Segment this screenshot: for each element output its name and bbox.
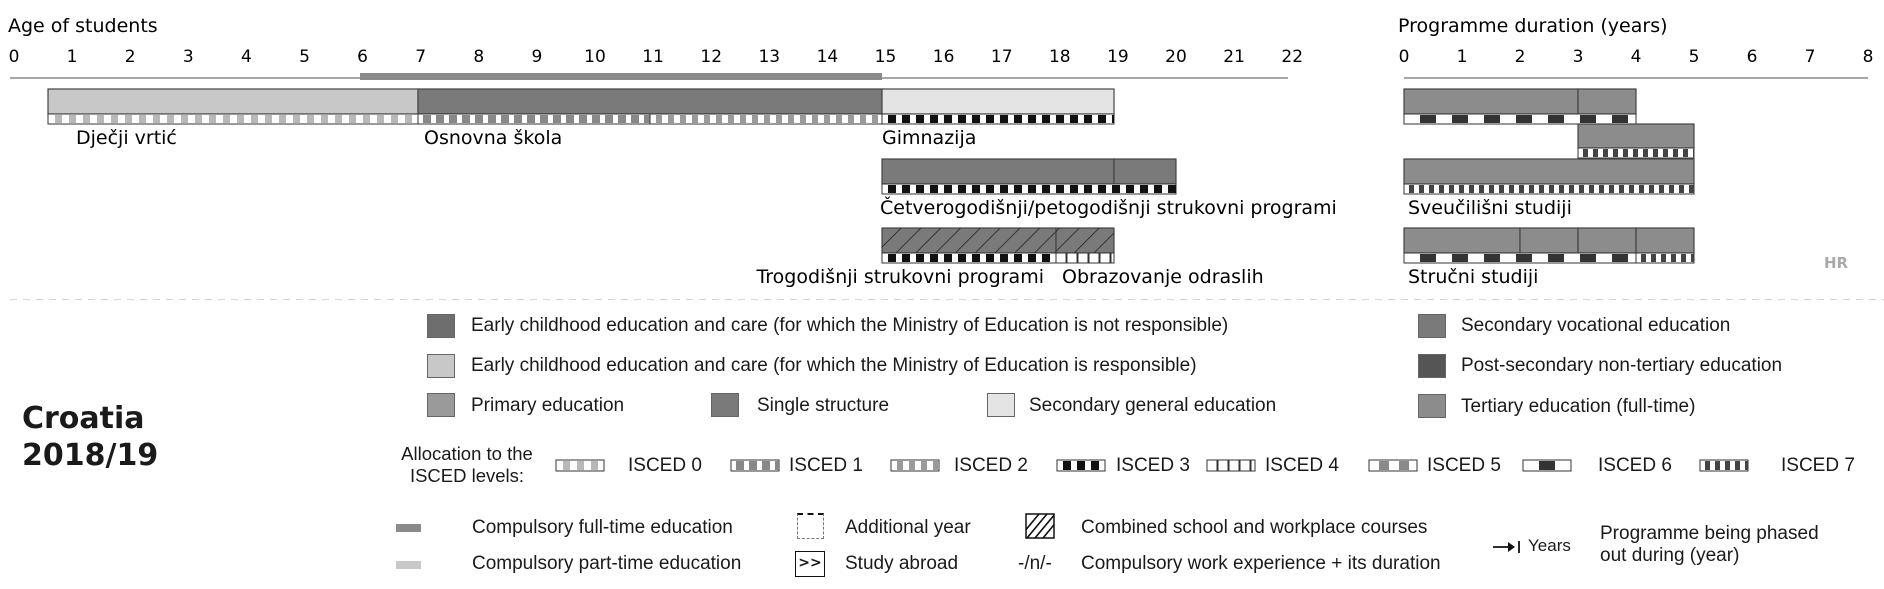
legend-work-experience: Compulsory work experience + its duration (1081, 553, 1441, 574)
age-tick-5: 5 (299, 47, 310, 67)
isced-strip-sveucilisni (1404, 184, 1694, 194)
legend-combined: Combined school and workplace courses (1081, 517, 1428, 538)
age-tick-14: 14 (816, 47, 839, 67)
isced-swatch-5 (1369, 460, 1417, 471)
age-tick-1: 1 (66, 47, 78, 67)
age-tick-8: 8 (473, 47, 485, 67)
age-tick-3: 3 (182, 47, 194, 67)
age-tick-11: 11 (642, 47, 664, 67)
age-tick-21: 21 (1223, 47, 1245, 67)
legend-compulsory-full: Compulsory full-time education (472, 517, 733, 538)
duration-axis-ticks (1399, 47, 1874, 67)
legend-study-abroad: Study abroad (845, 553, 959, 574)
duration-tick-3: 3 (1572, 47, 1584, 67)
isced-strip-obrazovanje (1056, 253, 1114, 263)
combined-hatch-icon (1025, 513, 1057, 541)
age-tick-13: 13 (758, 47, 781, 67)
compulsory-full-time-bar (360, 73, 882, 80)
age-tick-19: 19 (1107, 47, 1129, 67)
isced-swatch-2 (891, 460, 939, 471)
country-code-label: HR (1823, 254, 1849, 272)
isced-strip-strucni-6 (1404, 253, 1636, 263)
age-tick-7: 7 (415, 47, 427, 67)
age-tick-6: 6 (357, 47, 369, 67)
age-tick-15: 15 (874, 47, 897, 67)
legend-primary: Primary education (471, 395, 625, 416)
label-djecji-vrtic: Dječji vrtić (76, 127, 177, 149)
age-tick-0: 0 (8, 47, 20, 67)
legend-phased-out: Programme being phased out during (year) (1600, 523, 1819, 566)
legend-ecec-not-ministry: Early childhood education and care (for which the Ministry of Education is not responsible) (471, 315, 1229, 336)
age-axis-title: Age of students (8, 15, 158, 37)
isced-strip-djecji-vrtic (48, 114, 418, 124)
swatch-compulsory-part (396, 561, 421, 569)
duration-tick-6: 6 (1746, 47, 1758, 67)
isced-strip-cetverogodisnji (882, 184, 1176, 194)
bar-sveucilisni (1404, 159, 1694, 184)
age-axis-ticks (9, 47, 1303, 67)
bar-tertiary-row2 (1578, 124, 1694, 148)
combined-hatch-trogodisnji (882, 228, 1056, 253)
duration-tick-5: 5 (1688, 47, 1700, 67)
bar-strucni-d (1636, 228, 1694, 253)
isced-swatch-3 (1057, 460, 1105, 471)
isced-swatch-0 (556, 460, 604, 471)
legend-compulsory-part: Compulsory part-time education (472, 553, 742, 574)
country-year: 2018/19 (22, 438, 159, 473)
legend-single-structure: Single structure (757, 395, 890, 416)
swatch-secondary-general (987, 393, 1015, 417)
isced-swatch-1 (731, 460, 779, 471)
isced-legend-title: Allocation to the ISCED levels: (401, 443, 533, 486)
swatch-secondary-vocational (1418, 314, 1446, 338)
age-tick-9: 9 (531, 47, 543, 67)
legend-secondary-general: Secondary general education (1029, 395, 1277, 416)
isced-strip-tertiary-row1 (1404, 114, 1636, 124)
bar-djecji-vrtic (48, 89, 418, 114)
label-cetverogodisnji: Četverogodišnji/petogodišnji strukovni programi (880, 197, 1337, 219)
duration-tick-0: 0 (1398, 47, 1410, 67)
age-tick-18: 18 (1048, 47, 1071, 67)
swatch-ecec-ministry (427, 354, 455, 378)
country-name: Croatia (22, 401, 145, 436)
isced-label-3: ISCED 3 (1116, 455, 1190, 476)
duration-tick-8: 8 (1862, 47, 1874, 67)
bar-strucni-b (1520, 228, 1578, 253)
label-strucni: Stručni studiji (1408, 266, 1539, 288)
legend-post-secondary: Post-secondary non-tertiary education (1461, 355, 1783, 376)
arrow-years-icon (1492, 539, 1522, 555)
bar-tertiary-row1-b (1578, 89, 1636, 114)
swatch-post-secondary (1418, 354, 1446, 378)
bar-osnovna-skola (418, 89, 882, 114)
isced-strip-strucni-7 (1636, 253, 1694, 263)
duration-tick-4: 4 (1630, 47, 1642, 67)
study-abroad-icon (795, 551, 825, 577)
duration-tick-1: 1 (1456, 47, 1468, 67)
swatch-tertiary (1418, 394, 1446, 418)
age-tick-10: 10 (584, 47, 606, 67)
isced-label-7: ISCED 7 (1781, 455, 1855, 476)
isced-swatch-7 (1700, 460, 1748, 471)
duration-tick-7: 7 (1804, 47, 1816, 67)
additional-year-icon (797, 513, 824, 539)
isced-strip-trogodisnji (882, 253, 1056, 263)
isced-strip-gimnazija (882, 114, 1114, 124)
legend-ecec-ministry: Early childhood education and care (for which the Ministry of Education is responsible) (471, 355, 1197, 376)
bar-strucni-a (1404, 228, 1520, 253)
legend-additional-year: Additional year (845, 517, 971, 538)
duration-axis-title: Programme duration (years) (1398, 15, 1668, 37)
isced-swatch-6 (1523, 460, 1571, 471)
label-osnovna-skola: Osnovna škola (424, 127, 563, 149)
isced-label-0: ISCED 0 (628, 455, 702, 476)
bar-gimnazija (882, 89, 1114, 114)
isced-label-5: ISCED 5 (1427, 455, 1501, 476)
isced-strip-osnovna-skola-1 (418, 114, 650, 124)
isced-swatch-4 (1207, 460, 1255, 471)
swatch-single-structure (711, 393, 739, 417)
isced-strip-osnovna-skola-2 (650, 114, 882, 124)
years-symbol-label: Years (1528, 536, 1571, 555)
age-tick-17: 17 (990, 47, 1013, 67)
swatch-primary (427, 393, 455, 417)
label-obrazovanje-odraslih: Obrazovanje odraslih (1062, 266, 1264, 288)
bar-petogodisnji-extra-year (1114, 159, 1176, 184)
label-gimnazija: Gimnazija (882, 127, 977, 149)
work-experience-symbol: -/n/- (1018, 553, 1052, 574)
age-tick-16: 16 (932, 47, 955, 67)
isced-label-6: ISCED 6 (1598, 455, 1672, 476)
isced-label-4: ISCED 4 (1265, 455, 1339, 476)
duration-tick-2: 2 (1514, 47, 1526, 67)
age-tick-20: 20 (1165, 47, 1187, 67)
swatch-ecec-not-ministry (427, 314, 455, 338)
label-trogodisnji: Trogodišnji strukovni programi (756, 266, 1044, 288)
age-tick-22: 22 (1281, 47, 1304, 67)
age-tick-12: 12 (700, 47, 723, 67)
age-tick-4: 4 (240, 47, 252, 67)
combined-hatch-obrazovanje (1056, 228, 1114, 253)
bar-tertiary-row1-a (1404, 89, 1578, 114)
isced-label-1: ISCED 1 (789, 455, 863, 476)
study-abroad-symbol: >> (798, 555, 822, 571)
isced-label-2: ISCED 2 (954, 455, 1028, 476)
legend-tertiary: Tertiary education (full-time) (1461, 396, 1696, 417)
bar-cetverogodisnji (882, 159, 1114, 184)
legend-secondary-vocational: Secondary vocational education (1461, 315, 1731, 336)
label-sveucilisni: Sveučilišni studiji (1408, 197, 1572, 219)
age-tick-2: 2 (124, 47, 136, 67)
isced-strip-tertiary-row2 (1578, 148, 1694, 158)
swatch-compulsory-full (396, 524, 421, 532)
bar-strucni-c (1578, 228, 1636, 253)
